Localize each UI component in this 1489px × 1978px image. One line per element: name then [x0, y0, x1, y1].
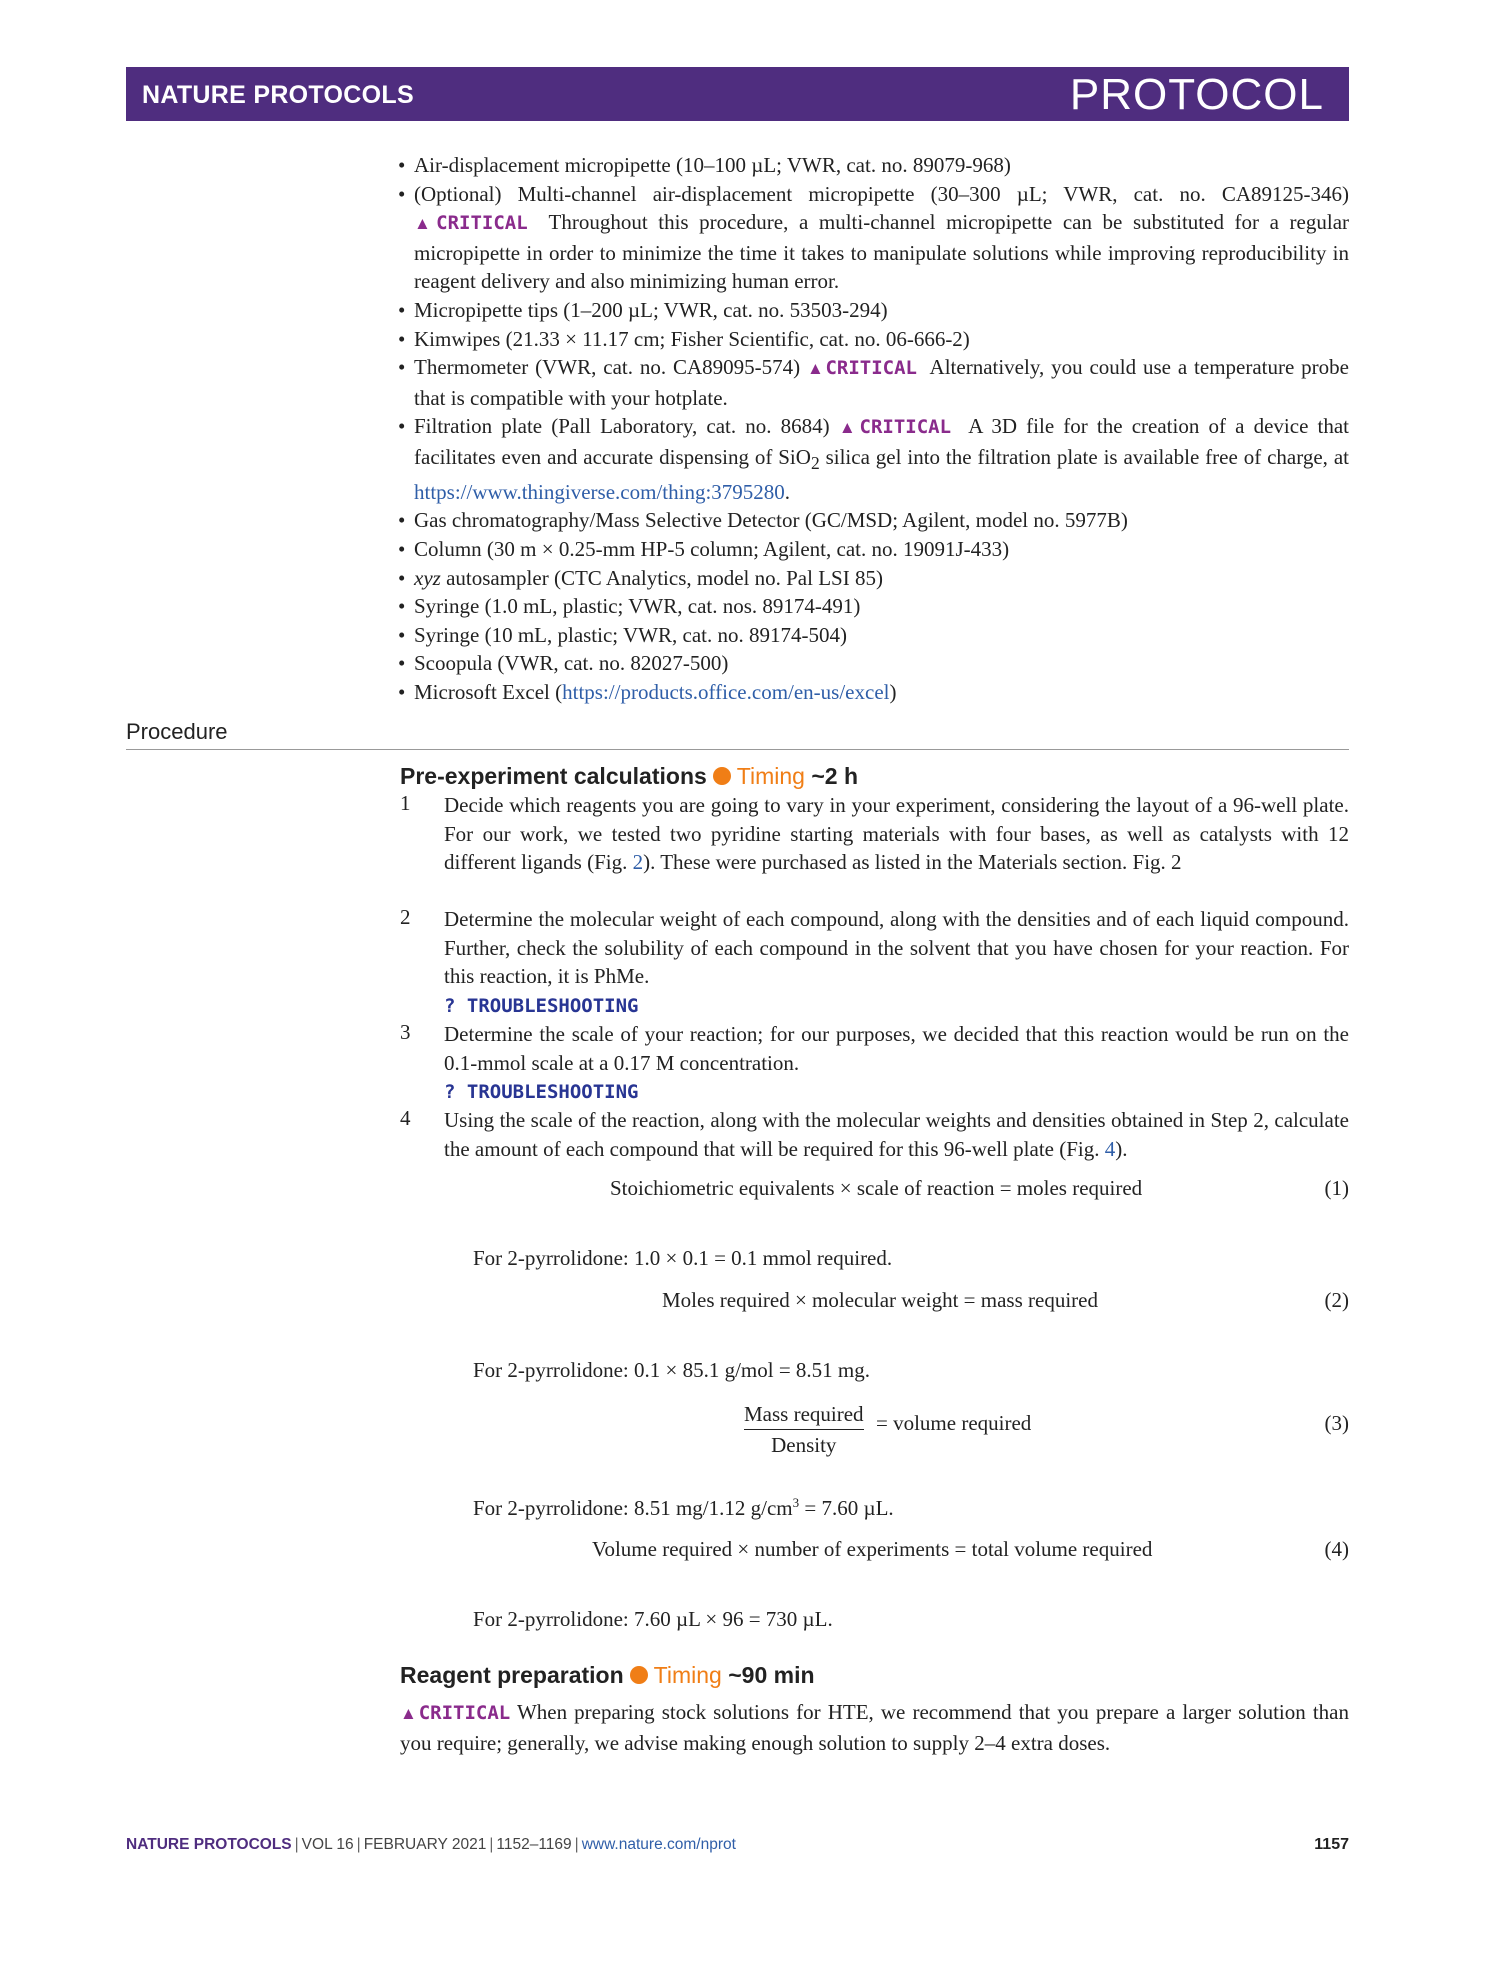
list-item [398, 564, 1349, 593]
equation-2: Moles required × molecular weight = mass required [662, 1288, 1098, 1312]
excel-link[interactable]: https://products.office.com/en-us/excel [562, 679, 890, 704]
step-body: ). These were purchased as listed in the Materials section. Fig. 2 [643, 850, 1182, 875]
step-body: Decide which reagents you are going to vary in your experiment, considering the layout of a 96-well plate. For our work, we tested two pyridine starting materials with four bases, as well as catalysts with 12 different ligands (Fig. [444, 793, 1349, 875]
article-type: PROTOCOL [1069, 70, 1324, 119]
list-item [398, 592, 1349, 621]
critical-triangle-icon: ▲ [414, 214, 437, 234]
critical-triangle-icon: ▲ [400, 1704, 419, 1723]
equation-4: Volume required × number of experiments = total volume required [592, 1537, 1153, 1561]
footer: NATURE PROTOCOLS | VOL 16 | FEBRUARY 2021 | 1152–1169 | www.nature.com/nprot [126, 1836, 736, 1853]
equation-number: (2) [1324, 1288, 1349, 1312]
item-text: Micropipette tips (1–200 µL; VWR, cat. no. 53503-294) [414, 297, 888, 322]
timing-label: Timing [736, 763, 805, 789]
critical-triangle-icon: ▲ [807, 359, 826, 379]
item-text: Syringe (1.0 mL, plastic; VWR, cat. nos. 89174-491) [414, 594, 861, 619]
page-number: 1157 [1314, 1836, 1349, 1853]
footer-volume: VOL 16 [301, 1836, 354, 1853]
critical-text: silica gel into the filtration plate is available free of charge, at [819, 444, 1349, 469]
figure-link[interactable]: 4 [1104, 1136, 1116, 1161]
step-text [444, 1106, 1349, 1163]
step-number: 4 [400, 1106, 411, 1130]
step-body: Determine the scale of your reaction; for our purposes, we decided that this reaction would be run on the 0.1-mmol scale at a 0.17 M concentration. [444, 1022, 1349, 1075]
timing-label: Timing [653, 1662, 722, 1688]
italic-text: xyz [414, 565, 441, 590]
list-item [398, 325, 1349, 354]
troubleshooting-link[interactable]: ? TROUBLESHOOTING [444, 1081, 639, 1104]
equation-example: For 2-pyrrolidone: 0.1 × 85.1 g/mol = 8.51 mg. [473, 1358, 871, 1382]
critical-label: CRITICAL [436, 212, 528, 235]
footer-date: FEBRUARY 2021 [363, 1836, 487, 1853]
equation-example: For 2-pyrrolidone: 7.60 µL × 96 = 730 µL. [473, 1607, 833, 1631]
example-text: For 2-pyrrolidone: 8.51 mg/1.12 g/cm [473, 1496, 793, 1520]
critical-text: When preparing stock solutions for HTE, we recommend that you prepare a larger solution than you require; generally, we advise making enough solution to supply 2–4 extra doses. [400, 1700, 1350, 1755]
step-number: 2 [400, 905, 411, 929]
item-text: Kimwipes (21.33 × 11.17 cm; Fisher Scientific, cat. no. 06-666-2) [414, 326, 970, 351]
step-text [444, 905, 1349, 1020]
critical-text: Throughout this procedure, a multi-channel micropipette can be substituted for a regular micropipette in order to minimize the time it takes to manipulate solutions while improving reproducibility in reagent delivery and also minimizing human error. [414, 210, 1350, 294]
list-item [398, 535, 1349, 564]
list-item [398, 151, 1349, 180]
step-number: 3 [400, 1020, 411, 1044]
procedure-heading: Procedure [126, 719, 228, 744]
step-body: Using the scale of the reaction, along with the molecular weights and densities obtained in Step 2, calculate the amount of each compound that will be required for this 96-well plate (Fig. [444, 1108, 1349, 1161]
timing-dot-icon [630, 1666, 648, 1684]
item-text: Column (30 m × 0.25-mm HP-5 column; Agilent, cat. no. 19091J-433) [414, 536, 1010, 561]
example-text: = 7.60 µL. [799, 1496, 894, 1520]
item-text: Air-displacement micropipette (10–100 µL; VWR, cat. no. 89079-968) [414, 153, 1011, 177]
timing-value: ~90 min [728, 1662, 815, 1688]
reagent-critical-note [400, 1698, 1349, 1757]
pre-experiment-heading [400, 763, 858, 790]
equation-example [473, 1495, 894, 1521]
step-body: Determine the molecular weight of each compound, along with the densities and of each liquid compound. Further, check the solubility of each compound in the solvent that you have chosen for your reaction. For this reaction, it is PhMe. [444, 907, 1349, 989]
item-text: Syringe (10 mL, plastic; VWR, cat. no. 89174-504) [414, 622, 847, 647]
item-text: Scoopula (VWR, cat. no. 82027-500) [414, 651, 729, 676]
list-item [398, 353, 1349, 412]
fraction-numerator: Mass required [744, 1402, 864, 1430]
critical-label: CRITICAL [418, 1702, 511, 1724]
journal-name: NATURE PROTOCOLS [142, 81, 414, 109]
critical-text: A 3D file for the creation of a device that facilitates even and accurate dispensing of SiO [414, 414, 1350, 469]
step-text [444, 1020, 1349, 1107]
step-text [444, 791, 1349, 877]
list-item [398, 506, 1349, 535]
equation-3-fraction [744, 1402, 864, 1458]
troubleshooting-link[interactable]: ? TROUBLESHOOTING [444, 994, 639, 1017]
equipment-list [398, 151, 1349, 706]
section-divider [126, 749, 1349, 750]
timing-value: ~2 h [811, 763, 859, 789]
item-text: Microsoft Excel ( [414, 679, 563, 704]
footer-pages: 1152–1169 [496, 1836, 572, 1853]
thingiverse-link[interactable]: https://www.thingiverse.com/thing:3795280 [414, 479, 785, 504]
timing-dot-icon [713, 767, 731, 785]
critical-label: CRITICAL [859, 416, 952, 439]
list-item [398, 412, 1349, 506]
item-text: Gas chromatography/Mass Selective Detector (GC/MSD; Agilent, model no. 5977B) [414, 508, 1128, 533]
subheading-title: Pre-experiment calculations [400, 763, 707, 789]
figure-link[interactable]: 2 [632, 850, 644, 875]
list-item [398, 296, 1349, 325]
equation-1: Stoichiometric equivalents × scale of reaction = moles required [610, 1176, 1143, 1200]
item-text: Filtration plate (Pall Laboratory, cat. no. 8684) [414, 414, 830, 439]
item-text: (Optional) Multi-channel air-displacement micropipette (30–300 µL; VWR, cat. no. CA89125-346) [414, 181, 1349, 206]
item-text: Thermometer (VWR, cat. no. CA89095-574) [414, 355, 801, 380]
equation-3-rhs: = volume required [876, 1411, 1032, 1435]
equation-number: (1) [1324, 1176, 1349, 1200]
list-item [398, 621, 1349, 650]
reagent-preparation-heading [400, 1662, 815, 1689]
list-item [398, 649, 1349, 678]
footer-journal: NATURE PROTOCOLS [126, 1836, 292, 1853]
critical-label: CRITICAL [825, 357, 917, 380]
step-number: 1 [400, 791, 411, 815]
critical-triangle-icon: ▲ [838, 418, 860, 438]
equation-number: (3) [1324, 1411, 1349, 1435]
subscript: 2 [810, 453, 820, 474]
list-item [398, 180, 1349, 296]
superscript: 3 [792, 1495, 800, 1510]
footer-url-link[interactable]: www.nature.com/nprot [581, 1836, 736, 1853]
fraction-denominator: Density [771, 1433, 837, 1457]
punctuation: . [784, 479, 791, 504]
punctuation: ) [889, 679, 897, 704]
item-text: autosampler (CTC Analytics, model no. Pal LSI 85) [440, 565, 883, 590]
step-body: ). [1115, 1136, 1128, 1161]
equation-number: (4) [1324, 1537, 1349, 1561]
critical-text: Alternatively, you could use a temperature probe that is compatible with your hotplate. [414, 355, 1349, 410]
equation-example: For 2-pyrrolidone: 1.0 × 0.1 = 0.1 mmol required. [473, 1246, 893, 1270]
list-item [398, 678, 1349, 707]
subheading-title: Reagent preparation [400, 1662, 624, 1688]
